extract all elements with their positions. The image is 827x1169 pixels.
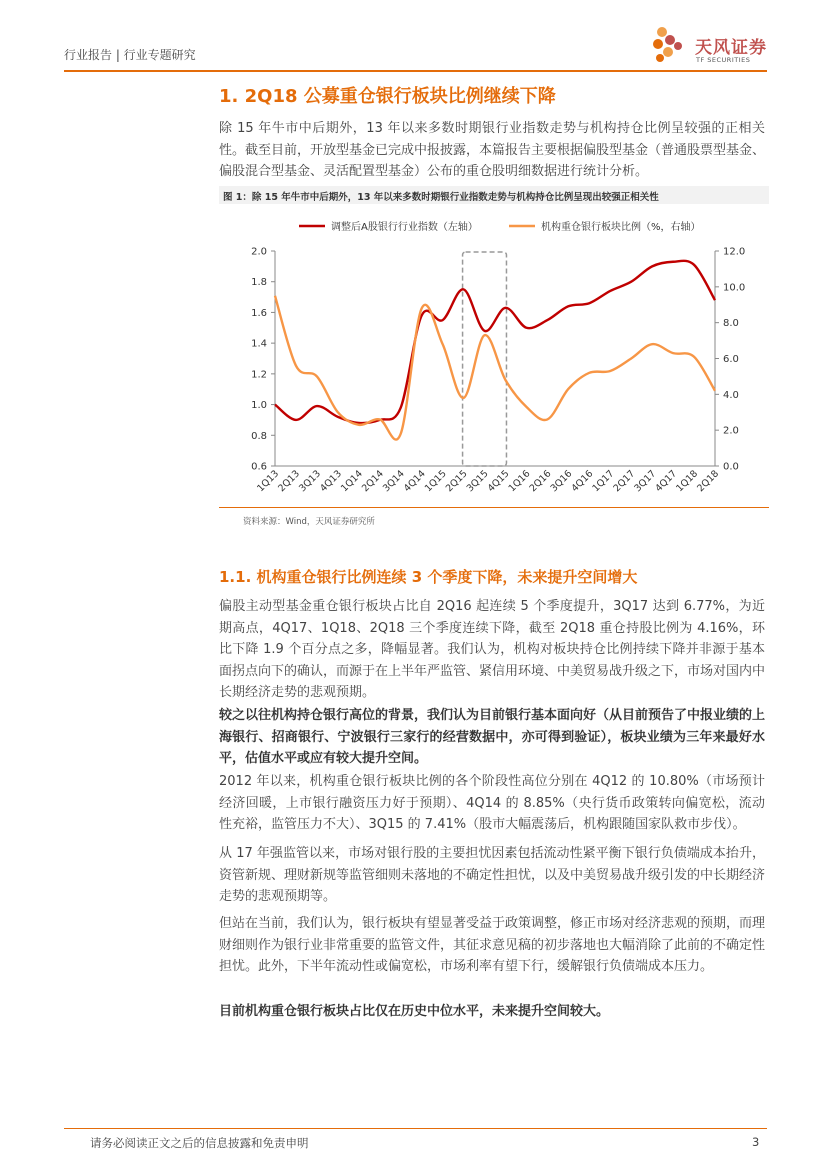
chart-legend <box>299 220 701 233</box>
right-tick-label: 6.0 <box>723 354 739 365</box>
paragraph-2: 偏股主动型基金重仓银行板块占比自 2Q16 起连续 5 个季度提升，3Q17 达到 6.77%，为近期高点，4Q17、1Q18、2Q18 三个季度连续下降，截至 2Q18 重仓持股比例为 4.16%，环比下降 1.9 个百分点之多，降幅显著。我们认为，机构对板块持仓比例持续下降并非源于基本面拐点向下的确认，而源于在上半年严监管、紧信用环境、中美贸易战升级之下，市场对国内中长期经济走势的悲观预期。 <box>219 599 766 700</box>
left-tick-label: 1.6 <box>251 307 267 319</box>
series-line-1 <box>275 261 715 423</box>
right-tick-label: 8.0 <box>723 318 739 330</box>
x-tick-label: 2Q18 <box>695 468 722 495</box>
logo-subtitle: TF SECURITIES <box>696 56 751 64</box>
x-tick-label: 3Q14 <box>380 468 407 495</box>
x-tick-label: 3Q15 <box>464 468 491 495</box>
x-tick-label: 2Q13 <box>276 468 303 495</box>
x-tick-label: 1Q14 <box>339 468 365 495</box>
figure-title: 图 1：除 15 年牛市中后期外，13 年以来多数时期银行业指数走势与机构持仓比例呈现出较强正相关性 <box>219 186 769 204</box>
paragraph-5: 从 17 年强监管以来，市场对银行股的主要担忧因素包括流动性紧平衡下银行负债端成本抬升，资管新规、理财新规等监管细则未落地的不确定性担忧，以及中美贸易战升级引发的中长期经济走势的悲观预期等。 <box>219 846 766 904</box>
right-tick-label: 12.0 <box>723 246 746 258</box>
left-tick-label: 1.0 <box>251 400 267 412</box>
x-tick-label: 4Q17 <box>653 468 680 495</box>
page-number: 3 <box>752 1135 760 1149</box>
left-tick-label: 2.0 <box>251 246 267 258</box>
x-tick-label: 1Q17 <box>590 468 617 495</box>
highlight-box <box>463 252 507 466</box>
x-tick-label: 1Q18 <box>674 468 701 495</box>
legend-label: 机构重仓银行板块比例（%，右轴） <box>541 222 701 233</box>
footer-disclaimer: 请务必阅读正文之后的信息披露和免责申明 <box>90 1136 309 1150</box>
intro-paragraph: 除 15 年牛市中后期外，13 年以来多数时期银行业指数走势与机构持仓比例呈较强的正相关性。截至目前，开放型基金已完成中报披露，本篇报告主要根据偏股型基金（普通股票型基金、偏股混合型基金、灵活配置型基金）公布的重仓股明细数据进行统计分析。 <box>219 121 766 179</box>
x-tick-label: 4Q15 <box>485 468 512 495</box>
left-tick-label: 0.6 <box>251 461 267 473</box>
right-tick-label: 0.0 <box>723 461 739 473</box>
paragraph-3: 较之以往机构持仓银行高位的背景，我们认为目前银行基本面向好（从目前预告了中报业绩的上海银行、招商银行、宁波银行三家行的经营数据中，亦可得到验证），板块业绩为三年来最好水平，估值水平或应有较大提升空间。 <box>219 708 766 766</box>
x-tick-label: 2Q17 <box>611 468 638 495</box>
x-tick-label: 2Q14 <box>359 468 386 495</box>
footer-divider <box>64 1128 767 1129</box>
paragraph-7: 目前机构重仓银行板块占比仅在历史中位水平，未来提升空间较大。 <box>219 1004 610 1019</box>
x-tick-label: 2Q16 <box>527 468 554 495</box>
x-tick-label: 1Q13 <box>255 468 282 495</box>
report-category: 行业报告 | 行业专题研究 <box>64 48 196 62</box>
left-tick-label: 1.4 <box>251 338 267 350</box>
line-chart <box>219 208 769 506</box>
section-title: 1. 2Q18 公募重仓银行板块比例继续下降 <box>219 86 556 107</box>
figure-source: 资料来源：Wind，天风证券研究所 <box>243 517 375 527</box>
paragraph-6: 但站在当前，我们认为，银行板块有望显著受益于政策调整，修正市场对经济悲观的预期，而理财细则作为银行业非常重要的监管文件，其征求意见稿的初步落地也大幅消除了此前的不确定性担忧。此外，下半年流动性或偏宽松，市场利率有望下行，缓解银行负债端成本压力。 <box>219 916 766 974</box>
x-tick-label: 3Q13 <box>297 468 324 495</box>
x-tick-label: 1Q15 <box>422 468 449 495</box>
x-tick-label: 4Q16 <box>569 468 596 495</box>
x-tick-label: 3Q17 <box>632 468 659 495</box>
header-divider <box>64 70 767 72</box>
figure-divider <box>219 507 769 508</box>
x-tick-label: 2Q15 <box>443 468 470 495</box>
x-tick-label: 4Q13 <box>318 468 344 495</box>
left-tick-label: 1.2 <box>251 369 267 381</box>
x-tick-label: 4Q14 <box>401 468 428 495</box>
left-tick-label: 0.8 <box>251 430 267 442</box>
x-tick-label: 3Q16 <box>548 468 575 495</box>
legend-label: 调整后A股银行行业指数（左轴） <box>331 222 478 233</box>
right-tick-label: 4.0 <box>723 389 739 401</box>
subsection-title: 1.1. 机构重仓银行比例连续 3 个季度下降，未来提升空间增大 <box>219 568 638 586</box>
logo-name: 天风证券 <box>695 38 767 58</box>
x-tick-label: 1Q16 <box>506 468 533 495</box>
right-tick-label: 10.0 <box>723 282 746 294</box>
left-tick-label: 1.8 <box>251 277 267 289</box>
paragraph-4: 2012 年以来，机构重仓银行板块比例的各个阶段性高位分别在 4Q12 的 10.80%（市场预计经济回暖，上市银行融资压力好于预期）、4Q14 的 8.85%（央行货币政策转向偏宽松，流动性充裕，监管压力不大）、3Q15 的 7.41%（股市大幅震荡后，机构跟随国家队救市步伐）。 <box>219 774 765 832</box>
right-tick-label: 2.0 <box>723 425 739 437</box>
